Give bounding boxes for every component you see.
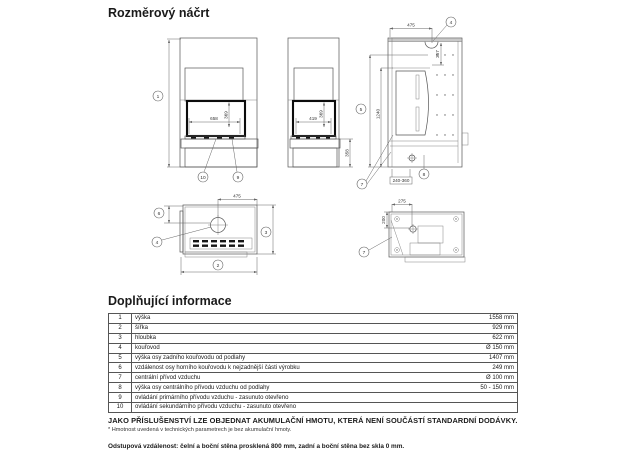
callout-4-top — [446, 17, 456, 27]
row-label: ovládání primárního přívodu vzduchu - zasunuto otevřeno — [132, 393, 434, 403]
dim-bottom-view-depth: 275 — [398, 198, 406, 204]
table-row — [109, 314, 518, 324]
callout-7-label: 7 — [360, 182, 364, 188]
callout-7-bottom — [359, 247, 369, 257]
callout-8 — [419, 169, 429, 179]
row-value: Ø 100 mm — [433, 373, 518, 383]
row-value — [433, 393, 518, 403]
callout-2 — [213, 260, 223, 270]
callout-1-label: 1 — [156, 94, 160, 100]
info-section-title: Doplňující informace — [108, 294, 232, 308]
row-value: 929 mm — [433, 323, 518, 333]
callout-3 — [261, 227, 271, 237]
row-num: 9 — [109, 393, 132, 403]
callout-6 — [154, 208, 164, 218]
callout-1 — [153, 91, 163, 101]
row-value: 1558 mm — [433, 314, 518, 324]
row-num: 7 — [109, 373, 132, 383]
side-section-view — [356, 17, 468, 189]
row-label: centrální přívod vzduchu — [132, 373, 434, 383]
row-label: výška osy centrálního přívodu vzduchu od podlahy — [132, 383, 434, 393]
table-row — [109, 353, 518, 363]
row-num: 3 — [109, 333, 132, 343]
table-row — [109, 383, 518, 393]
dim-top-flue-offset: 357 — [435, 50, 440, 58]
dim-front-glass-width: 658 — [210, 116, 218, 121]
table-row — [109, 403, 518, 413]
dim-plinth-height: 358 — [344, 149, 350, 157]
table-row — [109, 373, 518, 383]
info-table — [108, 313, 518, 413]
callout-4-label: 4 — [449, 20, 453, 26]
row-num: 8 — [109, 383, 132, 393]
row-label: výška osy zadního kouřovodu od podlahy — [132, 353, 434, 363]
table-row — [109, 393, 518, 403]
row-label: vzdálenost osy horního kouřovodu k nejzadnější části výrobku — [132, 363, 434, 373]
callout-6-label: 6 — [157, 211, 161, 217]
callout-7-label-2: 7 — [362, 250, 366, 256]
callout-10-label: 10 — [200, 175, 206, 181]
row-value: 249 mm — [433, 363, 518, 373]
clearance-note: Odstupová vzdálenost: čelní a boční stěna prosklená 800 mm, zadní a boční stěna bez skla 0 mm. — [108, 443, 405, 450]
page-title: Rozměrový náčrt — [108, 6, 210, 20]
top-view — [152, 194, 276, 276]
callout-7-side — [357, 179, 367, 189]
dim-top-view-depth: 475 — [233, 193, 241, 199]
dim-depth-top: 475 — [407, 22, 415, 28]
row-num: 2 — [109, 323, 132, 333]
row-value — [433, 403, 518, 413]
callout-9 — [233, 172, 243, 182]
row-num: 6 — [109, 363, 132, 373]
dim-rear-flue-height: 1240 — [375, 108, 381, 120]
table-row — [109, 363, 518, 373]
table-row — [109, 323, 518, 333]
weight-note: * Hmotnost uvedená v technických parametrech je bez akumulační hmoty. — [108, 427, 292, 433]
callout-4-topview — [152, 237, 162, 247]
row-label: kouřovod — [132, 343, 434, 353]
front-view — [153, 38, 258, 182]
callout-8-label: 8 — [422, 172, 426, 178]
row-value: 1407 mm — [433, 353, 518, 363]
bottom-view — [359, 199, 465, 263]
row-label: hloubka — [132, 333, 434, 343]
callout-10 — [198, 172, 208, 182]
row-num: 1 — [109, 314, 132, 324]
table-row — [109, 333, 518, 343]
dim-front-glass-height: 369 — [223, 111, 229, 119]
dim-bottom-view-offset: 200 — [381, 216, 386, 224]
row-label: ovládání sekundárního přívodu vzduchu - zasunuto otevřeno — [132, 403, 434, 413]
callout-5-label: 5 — [359, 107, 363, 113]
callout-5 — [356, 104, 366, 114]
side-front-view — [288, 38, 353, 167]
table-row — [109, 343, 518, 353]
row-label: výška — [132, 314, 434, 324]
row-value: 622 mm — [433, 333, 518, 343]
row-num: 5 — [109, 353, 132, 363]
dim-side-glass-width: 419 — [309, 116, 317, 121]
dimensional-drawing — [140, 15, 520, 290]
dim-base-adjust-range: 240-360 — [392, 178, 410, 183]
callout-3-label: 3 — [264, 230, 268, 236]
row-value: Ø 150 mm — [433, 343, 518, 353]
row-num: 4 — [109, 343, 132, 353]
callout-9-label: 9 — [236, 175, 240, 181]
row-num: 10 — [109, 403, 132, 413]
callout-2-label: 2 — [216, 263, 220, 269]
callout-4-label-2: 4 — [155, 240, 159, 246]
row-label: šířka — [132, 323, 434, 333]
accessory-note: JAKO PŘÍSLUŠENSTVÍ LZE OBJEDNAT AKUMULAČNÍ HMOTU, KTERÁ NENÍ SOUČÁSTÍ STANDARDNÍ DODÁVKY. — [108, 416, 518, 425]
dim-side-glass-height: 369 — [318, 110, 324, 118]
row-value: 50 - 150 mm — [433, 383, 518, 393]
